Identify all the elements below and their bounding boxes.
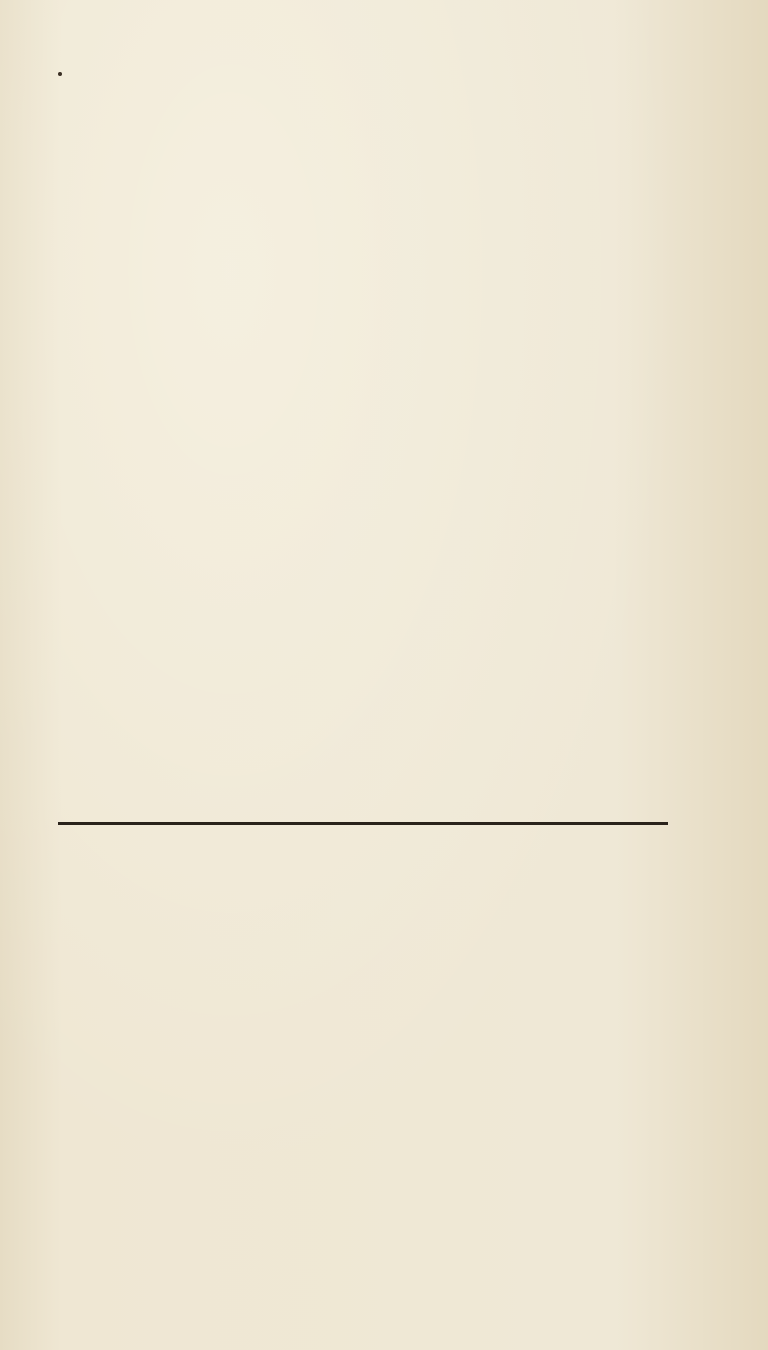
- ink-dot: [58, 72, 62, 76]
- footnote-divider: [58, 822, 668, 825]
